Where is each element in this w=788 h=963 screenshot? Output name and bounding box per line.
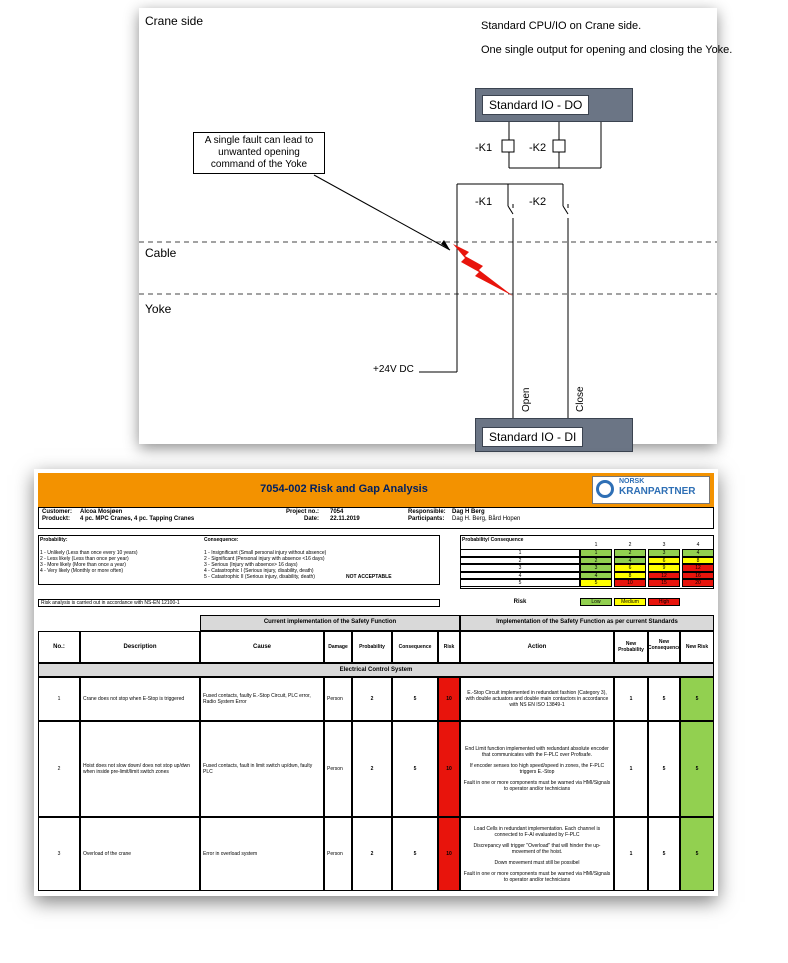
consequence-item: 4 - Catastrophic I (Serious injury, disability, death) <box>204 568 314 574</box>
cell-text: 1 <box>629 696 633 702</box>
col-description-label: Description <box>123 644 157 650</box>
group-standard-label: Implementation of the Safety Function as per current Standards <box>496 619 678 625</box>
note-line-1: Standard CPU/IO on Crane side. <box>481 20 642 32</box>
matrix-cell: 9 <box>648 564 680 572</box>
k1-coil-label: -K1 <box>475 142 493 154</box>
logo <box>592 476 710 504</box>
matrix-cell: 1 <box>580 549 612 557</box>
cell-text: 1 <box>629 766 633 772</box>
crane-side-label: Crane side <box>145 14 204 28</box>
product-label: Produckt: <box>42 516 71 522</box>
cell-text: Person <box>327 766 343 772</box>
matrix-cell: 15 <box>648 579 680 587</box>
row-consequence <box>392 677 438 721</box>
row-damage <box>324 721 352 817</box>
row-damage <box>324 677 352 721</box>
matrix-cell: 5 <box>580 579 612 587</box>
row-consequence <box>392 721 438 817</box>
risk-high: High <box>648 598 680 606</box>
matrix-row-header: 2 <box>460 557 580 565</box>
cell-text: 10 <box>446 851 452 857</box>
matrix-cell: 3 <box>580 564 612 572</box>
note-line-2: One single output for opening and closing the Yoke. <box>481 44 733 56</box>
row-no <box>38 817 80 891</box>
section-label: Electrical Control System <box>339 667 413 673</box>
cell-text: 1 <box>629 851 633 857</box>
row-cause <box>200 721 324 817</box>
not-acceptable: NOT ACCEPTABLE <box>346 574 392 580</box>
wiring-diagram <box>139 8 733 444</box>
col-new-consequence-label: New Consequence <box>648 639 681 651</box>
cell-text: 5 <box>662 766 666 772</box>
cell-text: 5 <box>413 851 417 857</box>
matrix-cell: 3 <box>648 549 680 557</box>
row-probability <box>352 721 392 817</box>
cell-text: Person <box>327 696 343 702</box>
cell-text: Down movement must still be possibel <box>494 859 580 866</box>
matrix-cell: 12 <box>682 564 714 572</box>
cell-text: End Limit function implemented with redundant absolute encoder that communicates with the F-PLC over Profisafe. <box>465 746 609 758</box>
matrix-cell: 12 <box>648 572 680 580</box>
consequence-item: 1 - Insignificant (Small personal injury without absence) <box>204 550 327 556</box>
col-consequence-label: Consequence <box>398 644 432 650</box>
date-label: Date: <box>304 516 320 522</box>
cell-text: 3 <box>57 851 61 857</box>
matrix-row-header: 4 <box>460 572 580 580</box>
cell-text: 2 <box>370 696 374 702</box>
matrix-col-header: 2 <box>628 542 632 548</box>
cell-text: E.-Stop Circuit implemented in redundant fashion (Category 3), with double actuators and double main contactors in accordance with NS EN ISO 13849-1 <box>465 690 609 708</box>
responsible-label: Responsible: <box>408 509 446 515</box>
responsible-value: Dag H Berg <box>452 509 485 515</box>
matrix-cell: 2 <box>614 549 646 557</box>
risk-low: Low <box>580 598 612 606</box>
matrix-cell: 10 <box>614 579 646 587</box>
fault-callout: A single fault can lead to unwanted opening command of the Yoke <box>193 132 325 174</box>
matrix-cell: 8 <box>614 572 646 580</box>
probability-item: 2 - Less likely (Less than once per year) <box>40 556 129 562</box>
cell-text: Fault in one or more components must be warned via HMI/Signals to operator and/or technicians <box>463 780 611 792</box>
cell-text: 5 <box>695 696 699 702</box>
row-consequence <box>392 817 438 891</box>
row-new-risk <box>680 677 714 721</box>
logo-top: NORSK <box>619 478 645 485</box>
row-action <box>460 677 614 721</box>
cell-text: Hoist does not slow down/ does not stop up/dwn when inside pre-limit/limit switch zones <box>83 763 191 775</box>
col-action-label: Action <box>527 644 547 650</box>
close-label: Close <box>575 386 586 412</box>
consequence-item: 2 - Significant (Personal injury with absence <16 days) <box>204 556 325 562</box>
row-damage <box>324 817 352 891</box>
row-new-risk <box>680 721 714 817</box>
row-new-probability <box>614 817 648 891</box>
matrix-cell: 8 <box>682 557 714 565</box>
row-cause <box>200 817 324 891</box>
cell-text: 5 <box>413 696 417 702</box>
k1-contact-label: -K1 <box>475 196 493 208</box>
cell-text: 5 <box>662 696 666 702</box>
matrix-row-header: 3 <box>460 564 580 572</box>
row-probability <box>352 677 392 721</box>
participants-value: Dag H. Berg, Bård Hopen <box>452 516 521 522</box>
matrix-cell: 2 <box>580 557 612 565</box>
diagram-lines <box>139 8 717 444</box>
project-label: Project no.: <box>286 509 320 515</box>
matrix-col-header: 1 <box>594 542 598 548</box>
row-risk <box>438 677 460 721</box>
matrix-cell: 4 <box>682 549 714 557</box>
cell-text: 10 <box>446 766 452 772</box>
probability-item: 1 - Unlikely (Less than once every 10 years) <box>40 550 138 556</box>
cell-text: 2 <box>370 851 374 857</box>
cell-text: Discrepancy will trigger "Overload" that will hinder the up- movement of the hoist. <box>473 842 601 855</box>
matrix-title: Probability/ Consequence <box>462 537 524 543</box>
cell-text: Error in overload system <box>203 851 258 857</box>
cell-text: 5 <box>695 851 699 857</box>
row-description <box>80 817 200 891</box>
open-label: Open <box>521 387 532 412</box>
row-new-risk <box>680 817 714 891</box>
di-box-label: Standard IO - DI <box>482 427 583 447</box>
matrix-cell: 4 <box>614 557 646 565</box>
row-no <box>38 721 80 817</box>
matrix-col-header: 3 <box>662 542 666 548</box>
row-action <box>460 817 614 891</box>
di-box <box>475 418 633 452</box>
group-current-label: Current implementation of the Safety Function <box>263 619 397 625</box>
probability-item: 4 - Very likely (Monthly or more often) <box>40 568 124 574</box>
probability-item: 3 - More likely (More than once a year) <box>40 562 126 568</box>
k2-coil-label: -K2 <box>529 142 547 154</box>
logo-bottom: KRANPARTNER <box>619 486 696 497</box>
standard-note: Risk analysis is carried out in accordance with NS-EN 12100-1 <box>38 599 440 607</box>
risk-analysis-sheet <box>34 469 718 896</box>
matrix-cell: 16 <box>682 572 714 580</box>
cell-text: Fault in one or more components must be warned via HMI/Signals to operator and/or technicians <box>463 870 611 883</box>
probability-title: Probability: <box>40 537 68 543</box>
row-new-consequence <box>648 817 680 891</box>
row-probability <box>352 817 392 891</box>
row-new-probability <box>614 721 648 817</box>
cell-text: 5 <box>413 766 417 772</box>
col-damage-label: Damage <box>328 644 348 650</box>
supply-label: +24V DC <box>373 364 414 375</box>
cell-text: 5 <box>662 851 666 857</box>
matrix-col-header: 4 <box>696 542 700 548</box>
matrix-cell: 6 <box>648 557 680 565</box>
risk-medium: Medium <box>614 598 646 606</box>
k2-contact-label: -K2 <box>529 196 547 208</box>
row-no <box>38 677 80 721</box>
matrix-row-header: 5 <box>460 579 580 587</box>
cell-text: Fused contacts, faulty E.-Stop Circuit, PLC error, Radio System Error <box>203 693 311 705</box>
cell-text: 5 <box>695 766 699 772</box>
cell-text: 10 <box>446 696 452 702</box>
do-box-label: Standard IO - DO <box>482 95 589 115</box>
col-risk-label: Risk <box>443 644 455 650</box>
date-value: 22.11.2019 <box>330 516 360 522</box>
cell-text: 2 <box>370 766 374 772</box>
cell-text: Person <box>327 851 343 857</box>
row-action <box>460 721 614 817</box>
cell-text: Overload of the crane <box>83 851 132 857</box>
participants-label: Participants: <box>408 516 445 522</box>
cable-label: Cable <box>145 246 177 260</box>
row-cause <box>200 677 324 721</box>
sheet-title: 7054-002 Risk and Gap Analysis <box>260 483 428 495</box>
consequence-item: 3 - Serious (Injury with absence> 16 days) <box>204 562 298 568</box>
row-risk <box>438 817 460 891</box>
matrix-cell: 20 <box>682 579 714 587</box>
product-value: 4 pc. MPC Cranes, 4 pc. Tapping Cranes <box>80 516 195 522</box>
col-no-label: No.: <box>53 644 65 650</box>
risk-label: Risk <box>513 599 527 605</box>
yoke-label: Yoke <box>145 302 172 316</box>
cell-text: Crane does not stop when E-Stop is triggered <box>83 696 185 702</box>
cell-text: 1 <box>57 696 61 702</box>
col-probability-label: Probability <box>359 644 385 650</box>
cell-text: Fused contacts, fault in limit switch up/dwn, faulty PLC <box>203 763 313 775</box>
row-description <box>80 677 200 721</box>
project-value: 7054 <box>330 509 344 515</box>
row-risk <box>438 721 460 817</box>
do-box <box>475 88 633 122</box>
matrix-row-header: 1 <box>460 549 580 557</box>
matrix-cell: 4 <box>580 572 612 580</box>
col-new-risk-label: New Risk <box>685 644 709 650</box>
matrix-cell: 6 <box>614 564 646 572</box>
gear-icon <box>596 480 614 498</box>
row-new-consequence <box>648 721 680 817</box>
row-new-probability <box>614 677 648 721</box>
row-new-consequence <box>648 677 680 721</box>
consequence-item: 5 - Catastrophic II (Serious injury, disability, death) <box>204 574 315 580</box>
customer-label: Customer: <box>42 509 73 515</box>
consequence-title: Consequence: <box>204 537 239 543</box>
row-description <box>80 721 200 817</box>
cell-text: 2 <box>57 766 61 772</box>
cell-text: Load Cells in redundant implementation. Each channel is connected to F-AI evaluated by F-PLC <box>473 825 601 838</box>
cell-text: If encoder senses too high speed/speed in zones, the F-PLC triggers E.-Stop <box>469 763 605 775</box>
col-new-probability-label: New Probability <box>618 641 644 653</box>
customer-value: Alcoa Mosjøen <box>80 509 123 515</box>
col-cause-label: Cause <box>252 644 271 650</box>
